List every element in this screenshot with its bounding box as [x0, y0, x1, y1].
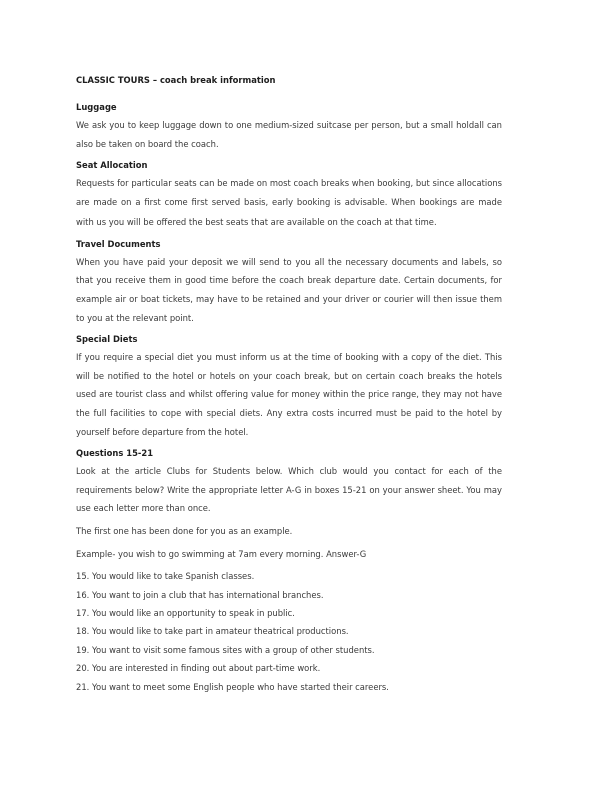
questions-section: [76, 446, 502, 696]
document-title: CLASSIC TOURS – coach break information: [76, 75, 276, 85]
section-luggage: [76, 100, 502, 153]
section-text: Requests for particular seats can be made on most coach breaks when booking, but since allocations are made on a first come first served basis, early booking is advisable. When bookings are made with us you will be offered the best seats that are available on the coach at that time.: [76, 178, 502, 227]
question-item: 20. You are interested in finding out about part-time work.: [76, 663, 321, 674]
example-line: Example- you wish to go swimming at 7am every morning. Answer-G: [76, 548, 367, 559]
section-text: When you have paid your deposit we will send to you all the necessary documents and labels, so that you receive them in good time before the coach break departure date. Certain documents, for example air or boat tickets, may have to be retained and your driver or courier will then issue them to you at the relevant point.: [76, 256, 502, 323]
section-text: If you require a special diet you must inform us at the time of booking with a copy of the diet. This will be notified to the hotel or hotels on your coach break, but on certain coach breaks the hotels used are tourist class and whilst offering value for money within the price range, they may not have the full facilities to cope with special diets. Any extra costs incurred must be paid to the hotel by yourself before departure from the hotel.: [76, 352, 502, 437]
section-heading: Travel Documents: [76, 238, 161, 249]
question-item: 17. You would like an opportunity to speak in public.: [76, 607, 295, 618]
section-heading: Seat Allocation: [76, 160, 148, 171]
question-item: 18. You would like to take part in amateur theatrical productions.: [76, 626, 349, 637]
questions-instructions: Look at the article Clubs for Students below. Which club would you contact for each of the requirements below? Write the appropriate letter A-G in boxes 15-21 on your answer sheet. You may use each letter more than once.: [76, 466, 502, 514]
question-item: 15. You would like to take Spanish classes.: [76, 571, 255, 582]
document-body: [76, 73, 502, 701]
question-item: 19. You want to visit some famous sites with a group of other students.: [76, 644, 375, 655]
section-special-diets: [76, 332, 502, 441]
question-item: 16. You want to join a club that has international branches.: [76, 589, 324, 600]
section-text: We ask you to keep luggage down to one medium-sized suitcase per person, but a small holdall can also be taken on board the coach.: [76, 120, 502, 149]
question-item: 21. You want to meet some English people who have started their careers.: [76, 681, 389, 692]
section-heading: Special Diets: [76, 334, 138, 345]
questions-heading: Questions 15-21: [76, 448, 154, 459]
section-seat-allocation: [76, 158, 502, 232]
section-heading: Luggage: [76, 102, 117, 112]
example-note: The first one has been done for you as an example.: [76, 525, 293, 536]
section-travel-documents: [76, 237, 502, 327]
